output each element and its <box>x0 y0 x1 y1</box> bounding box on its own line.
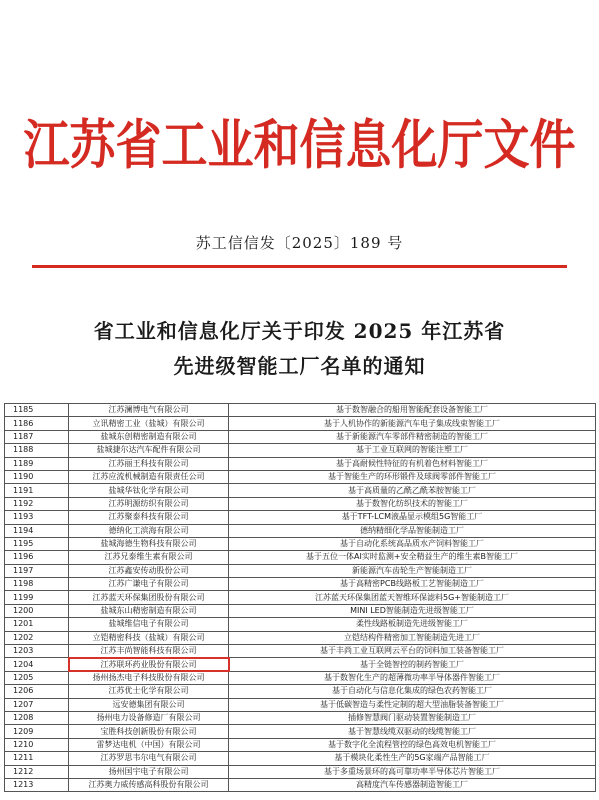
table-row <box>5 711 596 724</box>
project-name: 基于自动化与信息化集成的绿色农药智能工厂 <box>229 685 596 698</box>
project-name: 基于自动化系统高品质水产饲料智能工厂 <box>229 537 596 550</box>
company-name: 立铠精密科技（盐城）有限公司 <box>69 631 229 644</box>
project-name: 高精度汽车传感器制造智能工厂 <box>229 778 596 791</box>
row-number: 1188 <box>5 444 69 457</box>
table-row <box>5 524 596 537</box>
notice-title-line2: 先进级智能工厂名单的通知 <box>173 354 426 378</box>
doc-number: 苏工信信发〔2025〕189 号 <box>195 234 404 252</box>
row-number: 1211 <box>5 752 69 765</box>
company-name: 江苏罗思韦尔电气有限公司 <box>69 752 229 765</box>
table-row <box>5 685 596 698</box>
table-row <box>5 497 596 510</box>
company-name: 立讯精密工业（盐城）有限公司 <box>69 417 229 430</box>
company-name: 扬州扬杰电子科技股份有限公司 <box>69 671 229 684</box>
company-name: 江苏联环药业股份有限公司 <box>69 658 229 671</box>
table-row <box>5 470 596 483</box>
company-name: 江苏应流机械制造有限责任公司 <box>69 470 229 483</box>
project-name: 基于高质量的乙酰乙酰苯胺智能工厂 <box>229 484 596 497</box>
row-number: 1207 <box>5 698 69 711</box>
project-name: 基于五位一体AI实时监测+安全精益生产的维生素B智能工厂 <box>229 551 596 564</box>
table-row <box>5 618 596 631</box>
row-number: 1193 <box>5 511 69 524</box>
table-row <box>5 457 596 470</box>
table-row <box>5 671 596 684</box>
factory-list-table <box>4 403 595 792</box>
project-name: 基于高精密PCB线路板工艺智能制造工厂 <box>229 578 596 591</box>
project-name: 基于低碳智造与柔性定制的超大型油脂装备智能工厂 <box>229 698 596 711</box>
company-name: 江苏蓝天环保集团股份有限公司 <box>69 591 229 604</box>
project-name: 基于数字化全流程管控的绿色高效电机智能工厂 <box>229 738 596 751</box>
table-row <box>5 645 596 658</box>
row-number: 1186 <box>5 417 69 430</box>
row-number: 1212 <box>5 765 69 778</box>
company-name: 盐城维信电子有限公司 <box>69 618 229 631</box>
table-body <box>5 404 596 792</box>
company-name: 江苏明源纺织有限公司 <box>69 497 229 510</box>
header-title: 江苏省工业和信息化厅文件 <box>23 113 576 176</box>
company-name: 扬州国宇电子有限公司 <box>69 765 229 778</box>
table-row <box>5 698 596 711</box>
company-name: 江苏优士化学有限公司 <box>69 685 229 698</box>
project-name: 江苏蓝天环保集团蓝天智维环保滤料5G+智能制造工厂 <box>229 591 596 604</box>
table-row <box>5 404 596 417</box>
red-divider <box>32 265 567 268</box>
project-name: 新能源汽车齿轮生产智能制造工厂 <box>229 564 596 577</box>
row-number: 1210 <box>5 738 69 751</box>
row-number: 1213 <box>5 778 69 791</box>
company-name: 江苏兄泰维生素有限公司 <box>69 551 229 564</box>
row-number: 1201 <box>5 618 69 631</box>
project-name: 基于高耐候性特征的有机着色材料智能工厂 <box>229 457 596 470</box>
row-number: 1198 <box>5 578 69 591</box>
table-row <box>5 658 596 671</box>
table-row <box>5 430 596 443</box>
table-row <box>5 591 596 604</box>
company-name: 江苏广谦电子有限公司 <box>69 578 229 591</box>
row-number: 1206 <box>5 685 69 698</box>
table-row <box>5 604 596 617</box>
company-name: 宝胜科技创新股份有限公司 <box>69 725 229 738</box>
table-row <box>5 725 596 738</box>
row-number: 1197 <box>5 564 69 577</box>
table-row <box>5 765 596 778</box>
table-row <box>5 738 596 751</box>
row-number: 1208 <box>5 711 69 724</box>
project-name: 立铠结构件精密加工智能制造先进工厂 <box>229 631 596 644</box>
row-number: 1185 <box>5 404 69 417</box>
row-number: 1189 <box>5 457 69 470</box>
row-number: 1200 <box>5 604 69 617</box>
company-name: 盐城华钛化学有限公司 <box>69 484 229 497</box>
project-name: 基于丰尚工业互联网云平台的饲料加工装备智能工厂 <box>229 645 596 658</box>
row-number: 1187 <box>5 430 69 443</box>
company-name: 盐城东山精密制造有限公司 <box>69 604 229 617</box>
project-name: 基于新能源汽车零部件精密制造的智能工厂 <box>229 430 596 443</box>
project-name: MINI LED智能制造先进级智能工厂 <box>229 604 596 617</box>
table-row <box>5 578 596 591</box>
company-name: 江苏聚泰科技有限公司 <box>69 511 229 524</box>
row-number: 1202 <box>5 631 69 644</box>
table-row <box>5 537 596 550</box>
project-name: 德纳精细化学品智能制造工厂 <box>229 524 596 537</box>
project-name: 插修智慧阀门驱动装置智能制造工厂 <box>229 711 596 724</box>
company-name: 江苏鑫安传动股份公司 <box>69 564 229 577</box>
table-row <box>5 631 596 644</box>
row-number: 1199 <box>5 591 69 604</box>
project-name: 基于智慧线缆双驱动的线缆智能工厂 <box>229 725 596 738</box>
project-name: 柔性线路板制造先进级智能工厂 <box>229 618 596 631</box>
row-number: 1191 <box>5 484 69 497</box>
project-name: 基于工业互联网的智能注塑工厂 <box>229 444 596 457</box>
row-number: 1196 <box>5 551 69 564</box>
table-row <box>5 511 596 524</box>
table-row <box>5 752 596 765</box>
row-number: 1205 <box>5 671 69 684</box>
table-row <box>5 484 596 497</box>
company-name: 德纳化工滨海有限公司 <box>69 524 229 537</box>
company-name: 江苏丰尚智能科技有限公司 <box>69 645 229 658</box>
company-name: 江苏澜博电气有限公司 <box>69 404 229 417</box>
table-row <box>5 564 596 577</box>
row-number: 1192 <box>5 497 69 510</box>
row-number: 1195 <box>5 537 69 550</box>
project-name: 基于数智化纺织技术的智能工厂 <box>229 497 596 510</box>
company-name: 盐城海德生物科技有限公司 <box>69 537 229 550</box>
row-number: 1204 <box>5 658 69 671</box>
company-name: 盐城东创精密制造有限公司 <box>69 430 229 443</box>
project-name: 基于全链智控的制药智能工厂 <box>229 658 596 671</box>
table-row <box>5 551 596 564</box>
company-name: 远安德集团有限公司 <box>69 698 229 711</box>
project-name: 基于数智化生产的超薄微功率半导体器件智能工厂 <box>229 671 596 684</box>
company-name: 雷梦达电机（中国）有限公司 <box>69 738 229 751</box>
table-row <box>5 778 596 791</box>
project-name: 基于多重场景环的高可靠功率半导体芯片智能工厂 <box>229 765 596 778</box>
notice-title-line1: 省工业和信息化厅关于印发 2025 年江苏省 <box>93 319 506 343</box>
project-name: 基于智能生产的环形锻件及球阀零部件智能工厂 <box>229 470 596 483</box>
row-number: 1203 <box>5 645 69 658</box>
project-name: 基于人机协作的新能源汽车电子集成线束智能工厂 <box>229 417 596 430</box>
company-name: 扬州电力设备修造厂有限公司 <box>69 711 229 724</box>
project-name: 基于TFT-LCM液晶显示模组5G智能工厂 <box>229 511 596 524</box>
row-number: 1190 <box>5 470 69 483</box>
company-name: 江苏丽王科技有限公司 <box>69 457 229 470</box>
project-name: 基于数智融合的船用智能配套设备智能工厂 <box>229 404 596 417</box>
table-row <box>5 417 596 430</box>
project-name: 基于模块化柔性生产的5G家端产品智能工厂 <box>229 752 596 765</box>
company-name: 江苏奥力威传感高科股份有限公司 <box>69 778 229 791</box>
table-row <box>5 444 596 457</box>
company-name: 盐城捷尔达汽车配件有限公司 <box>69 444 229 457</box>
row-number: 1209 <box>5 725 69 738</box>
row-number: 1194 <box>5 524 69 537</box>
